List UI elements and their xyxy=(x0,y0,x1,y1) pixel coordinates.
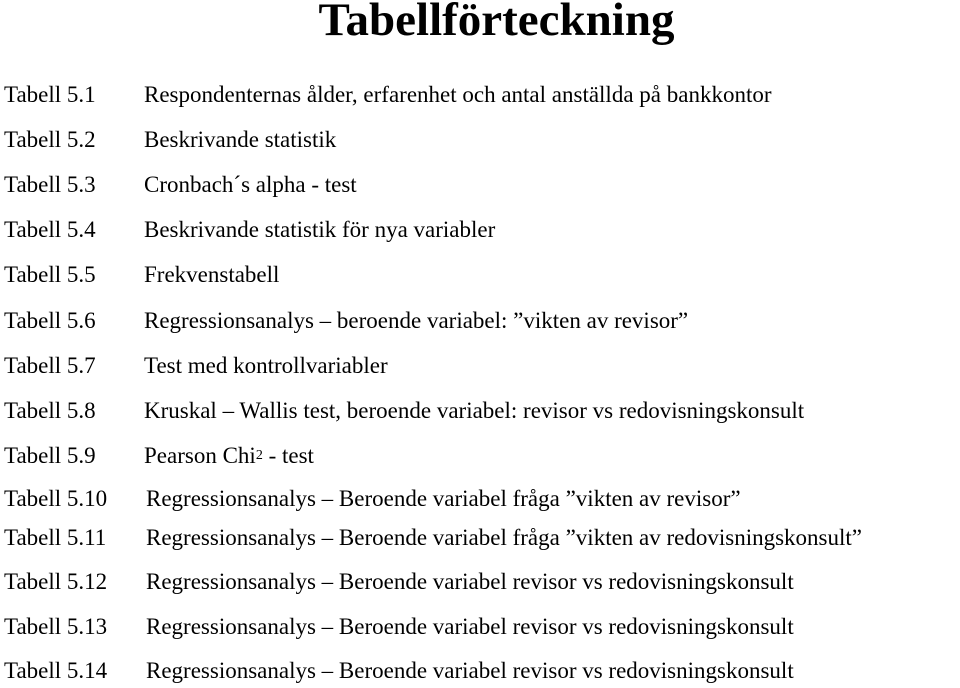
toc-entry-description: Regressionsanalys – Beroende variabel revisor vs redovisningskonsult xyxy=(146,658,794,683)
toc-entry-description: Frekvenstabell xyxy=(144,262,280,287)
toc-entry-label: Tabell 5.4 xyxy=(4,217,96,242)
toc-entry-label: Tabell 5.1 xyxy=(4,82,96,107)
toc-entry-description: Regressionsanalys – Beroende variabel revisor vs redovisningskonsult xyxy=(146,569,794,594)
toc-entry-description: Beskrivande statistik xyxy=(144,127,337,152)
toc-entry-description: Regressionsanalys – Beroende variabel revisor vs redovisningskonsult xyxy=(146,614,794,639)
toc-entry-description: Regressionsanalys – beroende variabel: ”vikten av revisor” xyxy=(144,308,689,333)
toc-entry-description: Test med kontrollvariabler xyxy=(144,353,388,378)
toc-entry-label: Tabell 5.14 xyxy=(4,658,108,683)
toc-entry-label: Tabell 5.5 xyxy=(4,262,96,287)
toc-entry-label: Tabell 5.2 xyxy=(4,127,96,152)
toc-entry-description-main: Pearson Chi xyxy=(144,443,256,468)
toc-entry-label: Tabell 5.12 xyxy=(4,569,108,594)
toc-entry-description: Respondenternas ålder, erfarenhet och antal anställda på bankkontor xyxy=(144,82,772,107)
superscript: 2 xyxy=(255,448,263,463)
toc-entry-description: Kruskal – Wallis test, beroende variabel: revisor vs redovisningskonsult xyxy=(144,398,805,423)
toc-entry-description: Regressionsanalys – Beroende variabel fråga ”vikten av revisor” xyxy=(146,486,741,511)
toc-entry-label: Tabell 5.11 xyxy=(4,525,107,550)
toc-entry-description-tail: - test xyxy=(262,443,314,468)
toc-entry-label: Tabell 5.3 xyxy=(4,172,96,197)
toc-entry-description: Beskrivande statistik för nya variabler xyxy=(144,217,496,242)
toc-entry-label: Tabell 5.9 xyxy=(4,443,96,468)
toc-entry-description: Cronbach´s alpha - test xyxy=(144,172,357,197)
toc-entry-description xyxy=(144,441,314,471)
toc-entry-description: Regressionsanalys – Beroende variabel fråga ”vikten av redovisningskonsult” xyxy=(146,525,862,550)
toc-entry-label: Tabell 5.6 xyxy=(4,308,96,333)
toc-entry-label: Tabell 5.7 xyxy=(4,353,96,378)
toc-entry-label: Tabell 5.10 xyxy=(4,486,108,511)
toc-entry-label: Tabell 5.8 xyxy=(4,398,96,423)
page-title: Tabellförteckning xyxy=(318,0,675,46)
toc-entry-label: Tabell 5.13 xyxy=(4,614,108,639)
